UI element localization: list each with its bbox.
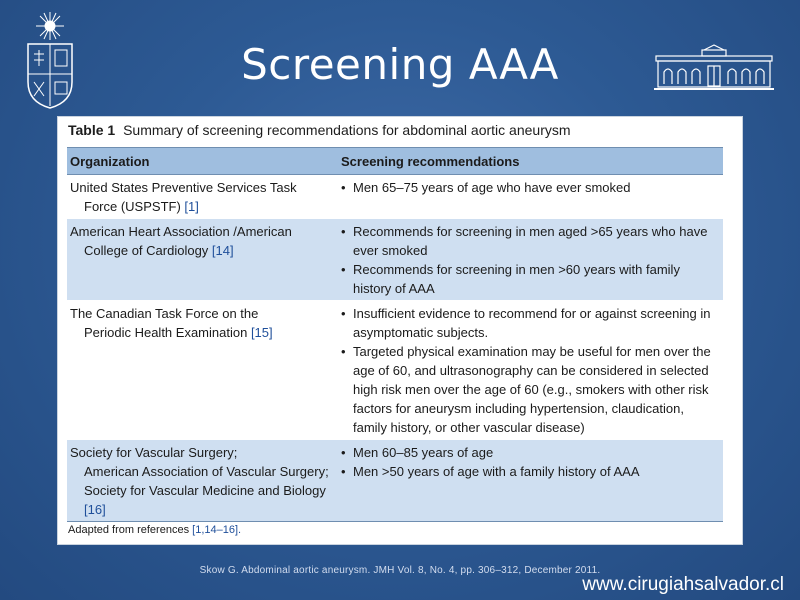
table-footnote [68, 524, 241, 536]
reference-link[interactable]: [1] [184, 199, 199, 214]
footnote-reference-link[interactable]: [1,14–16]. [192, 524, 242, 536]
recommendation-list [341, 304, 719, 437]
organization-name: The Canadian Task Force on the [70, 306, 259, 321]
recommendation-item: • Insufficient evidence to recommend for or against screening in asymptomatic subjects. [341, 304, 719, 342]
organization-name-continued: Force (USPSTF) [84, 199, 181, 214]
organization-name-continued: Periodic Health Examination [84, 325, 248, 340]
table-caption-label: Table 1 [68, 122, 116, 138]
reference-link[interactable]: [14] [211, 243, 234, 258]
header-organization: Organization [67, 148, 338, 175]
table-header-row [67, 148, 723, 175]
table-bottom-rule [67, 521, 723, 522]
table-panel [57, 116, 743, 545]
table-caption [68, 122, 571, 138]
recommendations-cell [338, 175, 723, 219]
organization-cell [67, 301, 338, 440]
reference-link[interactable]: [15] [250, 325, 273, 340]
reference-link[interactable]: [16] [84, 502, 106, 517]
table-row [67, 440, 723, 522]
organization-cell [67, 175, 338, 219]
recommendation-item: • Recommends for screening in men aged >65 years who have ever smoked [341, 222, 719, 260]
table-row [67, 175, 723, 219]
recommendation-list [341, 443, 719, 481]
organization-name: Society for Vascular Surgery; [70, 445, 238, 460]
organization-name: United States Preventive Services Task [70, 180, 297, 195]
recommendations-cell [338, 219, 723, 301]
table-row [67, 301, 723, 440]
recommendation-list [341, 178, 719, 197]
organization-name-continued: American Association of Vascular Surgery; Society for Vascular Medicine and Biology [84, 464, 329, 498]
recommendation-item: • Men 60–85 years of age [341, 443, 719, 462]
organization-cell [67, 219, 338, 301]
website-url[interactable]: www.cirugiahsalvador.cl [582, 574, 784, 595]
header-screening-recommendations: Screening recommendations [338, 148, 723, 175]
organization-name: American Heart Association /American [70, 224, 292, 239]
table-row [67, 219, 723, 301]
recommendation-item: • Targeted physical examination may be useful for men over the age of 60, and ultrasonography can be considered in selected high risk men over the age of 60 (e.g., smokers with other risk factors for aneurysm including hypertension, claudication, family history, or other vascular disease) [341, 342, 719, 437]
screening-table [67, 147, 723, 522]
recommendation-item: • Men >50 years of age with a family history of AAA [341, 462, 719, 481]
organization-cell [67, 440, 338, 522]
recommendations-cell [338, 301, 723, 440]
recommendation-item: • Men 65–75 years of age who have ever smoked [341, 178, 719, 197]
table-caption-text: Summary of screening recommendations for abdominal aortic aneurysm [123, 122, 571, 138]
page-title: Screening AAA [241, 40, 559, 89]
recommendations-cell [338, 440, 723, 522]
footnote-text: Adapted from references [68, 524, 190, 536]
source-citation: Skow G. Abdominal aortic aneurysm. JMH Vol. 8, No. 4, pp. 306–312, December 2011. [199, 565, 601, 576]
hospital-building-icon [654, 44, 774, 92]
recommendation-item: • Recommends for screening in men >60 years with family history of AAA [341, 260, 719, 298]
organization-name-continued: College of Cardiology [84, 243, 209, 258]
recommendation-list [341, 222, 719, 298]
